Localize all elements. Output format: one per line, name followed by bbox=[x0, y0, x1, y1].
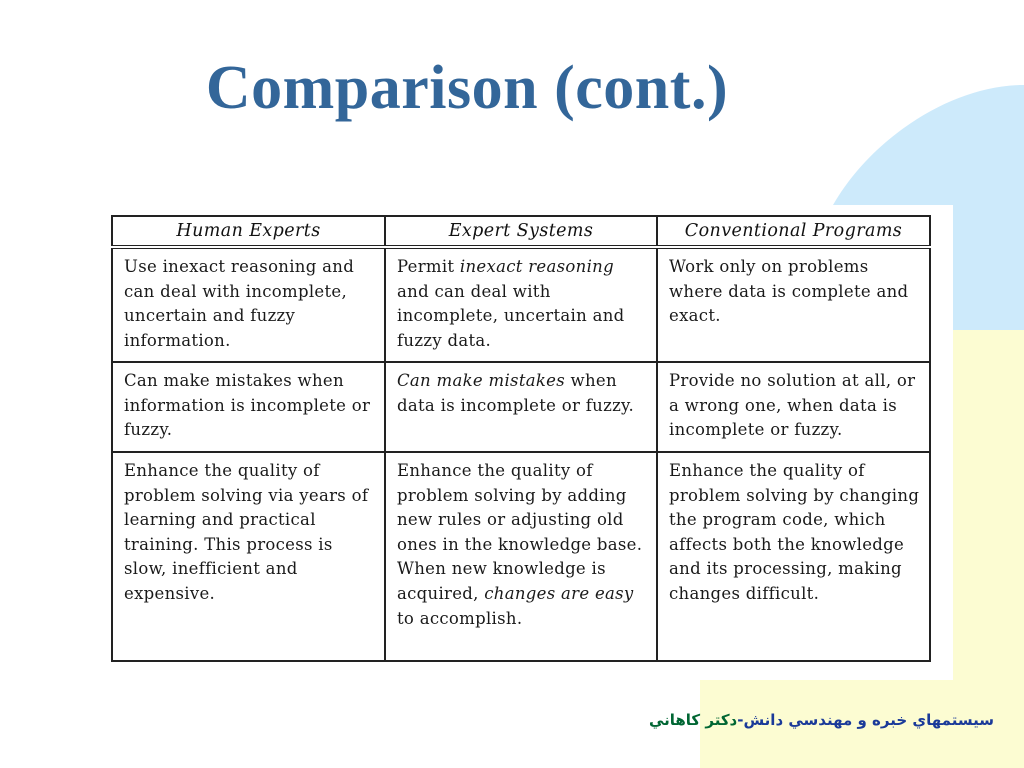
table-row bbox=[112, 247, 930, 362]
text-segment: Enhance the quality of problem solving by adding new rules or adjusting old ones in the knowledge base. When new knowledge is acquired, bbox=[397, 461, 643, 603]
italic-phrase: inexact reasoning bbox=[459, 257, 614, 276]
pale-yellow-strip bbox=[953, 330, 1024, 680]
cell-expert-systems bbox=[385, 362, 657, 452]
header-expert-systems: Expert Systems bbox=[385, 216, 657, 247]
text-segment: when data is incomplete or fuzzy. bbox=[397, 371, 635, 415]
header-conventional-programs: Conventional Programs bbox=[657, 216, 930, 247]
cell-conventional-programs: Enhance the quality of problem solving by changing the program code, which affects both the knowledge and its processing, making changes difficult. bbox=[657, 452, 930, 661]
footer-author: دکتر کاهاني bbox=[648, 711, 738, 729]
cell-conventional-programs: Provide no solution at all, or a wrong one, when data is incomplete or fuzzy. bbox=[657, 362, 930, 452]
table-row bbox=[112, 452, 930, 661]
cell-human-experts: Can make mistakes when information is incomplete or fuzzy. bbox=[112, 362, 385, 452]
cell-human-experts: Enhance the quality of problem solving via years of learning and practical training. This process is slow, inefficient and expensive. bbox=[112, 452, 385, 661]
text-segment: to accomplish. bbox=[397, 608, 523, 628]
table-row bbox=[112, 362, 930, 452]
table-header-row bbox=[112, 216, 930, 247]
italic-phrase: Can make mistakes bbox=[397, 371, 566, 390]
slide-title: Comparison (cont.) bbox=[205, 54, 729, 122]
text-segment: and can deal with incomplete, uncertain and fuzzy data. bbox=[397, 281, 625, 350]
footer-main: سيستمهاي خبره و مهندسي دانش- bbox=[737, 711, 994, 729]
italic-phrase: changes are easy bbox=[484, 583, 634, 603]
cell-expert-systems bbox=[385, 452, 657, 661]
header-human-experts: Human Experts bbox=[112, 216, 385, 247]
cell-conventional-programs: Work only on problems where data is complete and exact. bbox=[657, 247, 930, 362]
cell-expert-systems bbox=[385, 247, 657, 362]
comparison-table bbox=[111, 215, 931, 662]
text-segment: Permit bbox=[397, 257, 460, 276]
cell-human-experts: Use inexact reasoning and can deal with incomplete, uncertain and fuzzy information. bbox=[112, 247, 385, 362]
footer-course-title bbox=[649, 711, 994, 729]
